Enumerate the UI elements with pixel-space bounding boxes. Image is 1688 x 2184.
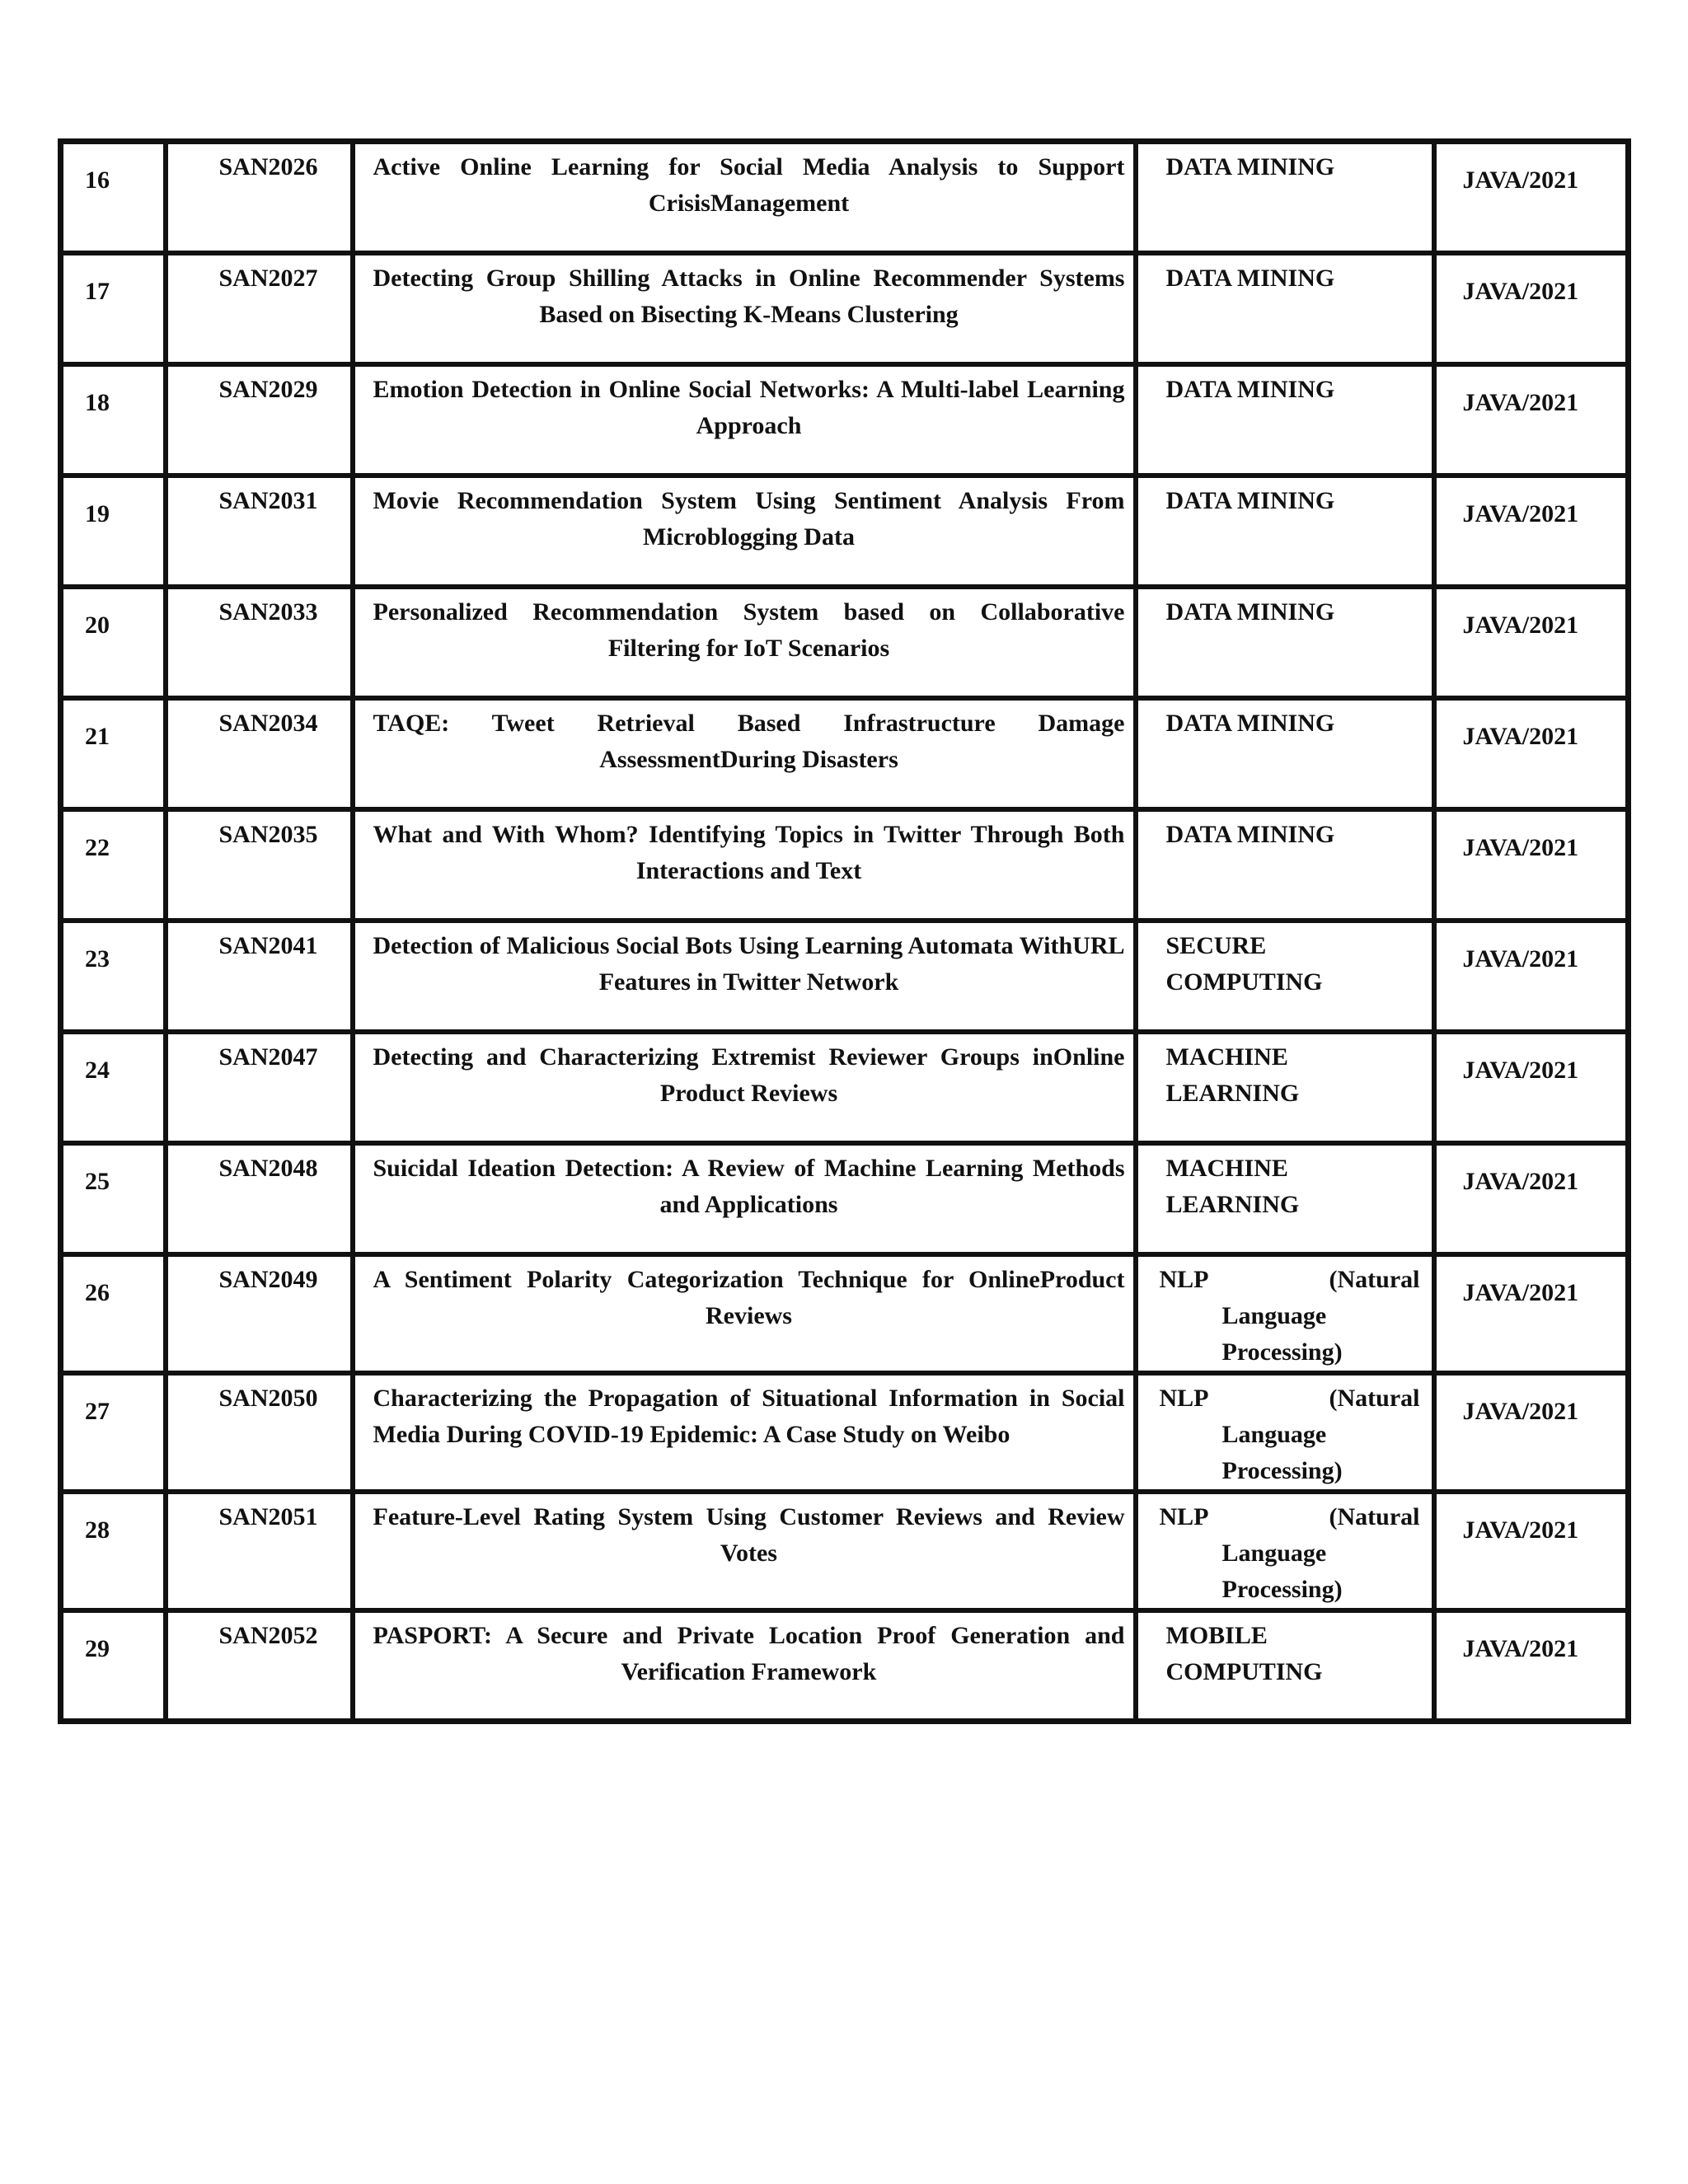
serial-number: 17 xyxy=(61,253,166,364)
project-table xyxy=(58,138,1631,1724)
project-domain: DATA MINING xyxy=(1136,587,1434,698)
language-year: JAVA/2021 xyxy=(1434,1254,1629,1373)
domain-abbrev: NLP xyxy=(1159,1502,1209,1530)
project-title: Feature-Level Rating System Using Customer Reviews and Review Votes xyxy=(353,1492,1136,1610)
project-domain xyxy=(1136,1254,1434,1373)
project-title: Emotion Detection in Online Social Networks: A Multi-label Learning Approach xyxy=(353,364,1136,476)
table-row xyxy=(61,476,1629,587)
serial-number: 24 xyxy=(61,1032,166,1143)
language-year: JAVA/2021 xyxy=(1434,1143,1629,1254)
domain-word: (Natural xyxy=(1329,1265,1420,1293)
project-domain: DATA MINING xyxy=(1136,253,1434,364)
project-domain xyxy=(1136,1373,1434,1492)
project-title: Suicidal Ideation Detection: A Review of Machine Learning Methods and Applications xyxy=(353,1143,1136,1254)
project-domain xyxy=(1136,1492,1434,1610)
table-row xyxy=(61,1254,1629,1373)
serial-number: 19 xyxy=(61,476,166,587)
language-year: JAVA/2021 xyxy=(1434,1032,1629,1143)
project-title: TAQE: Tweet Retrieval Based Infrastructure Damage AssessmentDuring Disasters xyxy=(353,698,1136,809)
domain-line xyxy=(1160,1262,1423,1298)
project-title: Personalized Recommendation System based on Collaborative Filtering for IoT Scenarios xyxy=(353,587,1136,698)
language-year: JAVA/2021 xyxy=(1434,1492,1629,1610)
domain-word: Language xyxy=(1221,1301,1327,1329)
table-row xyxy=(61,921,1629,1032)
table-row xyxy=(61,142,1629,253)
project-code: SAN2041 xyxy=(166,921,353,1032)
project-title: Movie Recommendation System Using Sentiment Analysis From Microblogging Data xyxy=(353,476,1136,587)
serial-number: 23 xyxy=(61,921,166,1032)
language-year: JAVA/2021 xyxy=(1434,1610,1629,1722)
project-domain: MACHINE LEARNING xyxy=(1136,1143,1434,1254)
serial-number: 16 xyxy=(61,142,166,253)
language-year: JAVA/2021 xyxy=(1434,364,1629,476)
project-code: SAN2031 xyxy=(166,476,353,587)
project-code: SAN2033 xyxy=(166,587,353,698)
domain-abbrev: NLP xyxy=(1159,1265,1209,1293)
project-code: SAN2027 xyxy=(166,253,353,364)
table-row xyxy=(61,253,1629,364)
project-code: SAN2035 xyxy=(166,809,353,921)
project-domain: DATA MINING xyxy=(1136,698,1434,809)
domain-word: Language xyxy=(1221,1539,1327,1567)
table-row xyxy=(61,364,1629,476)
project-code: SAN2049 xyxy=(166,1254,353,1373)
language-year: JAVA/2021 xyxy=(1434,476,1629,587)
project-code: SAN2050 xyxy=(166,1373,353,1492)
table-row xyxy=(61,1610,1629,1722)
serial-number: 21 xyxy=(61,698,166,809)
project-title: Detection of Malicious Social Bots Using Learning Automata WithURL Features in Twitter Network xyxy=(353,921,1136,1032)
serial-number: 29 xyxy=(61,1610,166,1722)
language-year: JAVA/2021 xyxy=(1434,253,1629,364)
project-code: SAN2029 xyxy=(166,364,353,476)
project-title: PASPORT: A Secure and Private Location Proof Generation and Verification Framework xyxy=(353,1610,1136,1722)
table-row xyxy=(61,587,1629,698)
project-domain: DATA MINING xyxy=(1136,364,1434,476)
project-code: SAN2052 xyxy=(166,1610,353,1722)
project-title: A Sentiment Polarity Categorization Technique for OnlineProduct Reviews xyxy=(353,1254,1136,1373)
table-row xyxy=(61,698,1629,809)
project-title: Active Online Learning for Social Media Analysis to Support CrisisManagement xyxy=(353,142,1136,253)
serial-number: 26 xyxy=(61,1254,166,1373)
table-row xyxy=(61,1373,1629,1492)
project-title: What and With Whom? Identifying Topics in Twitter Through Both Interactions and Text xyxy=(353,809,1136,921)
project-domain: MACHINE LEARNING xyxy=(1136,1032,1434,1143)
table-row xyxy=(61,809,1629,921)
domain-word: Processing) xyxy=(1221,1338,1343,1366)
project-code: SAN2047 xyxy=(166,1032,353,1143)
project-code: SAN2051 xyxy=(166,1492,353,1610)
project-domain: DATA MINING xyxy=(1136,142,1434,253)
serial-number: 22 xyxy=(61,809,166,921)
project-code: SAN2026 xyxy=(166,142,353,253)
project-title: Detecting Group Shilling Attacks in Online Recommender Systems Based on Bisecting K-Means Clustering xyxy=(353,253,1136,364)
serial-number: 18 xyxy=(61,364,166,476)
serial-number: 27 xyxy=(61,1373,166,1492)
domain-word: Processing) xyxy=(1221,1575,1343,1603)
domain-word: (Natural xyxy=(1329,1502,1420,1530)
language-year: JAVA/2021 xyxy=(1434,142,1629,253)
project-code: SAN2034 xyxy=(166,698,353,809)
table-row xyxy=(61,1143,1629,1254)
domain-line xyxy=(1160,1499,1423,1535)
project-domain: DATA MINING xyxy=(1136,809,1434,921)
language-year: JAVA/2021 xyxy=(1434,698,1629,809)
project-code: SAN2048 xyxy=(166,1143,353,1254)
project-title: Detecting and Characterizing Extremist Reviewer Groups inOnline Product Reviews xyxy=(353,1032,1136,1143)
domain-line xyxy=(1160,1380,1423,1417)
serial-number: 25 xyxy=(61,1143,166,1254)
language-year: JAVA/2021 xyxy=(1434,809,1629,921)
domain-word: Language xyxy=(1221,1420,1327,1448)
project-domain: MOBILE COMPUTING xyxy=(1136,1610,1434,1722)
domain-word: Processing) xyxy=(1221,1456,1343,1484)
project-domain: SECURE COMPUTING xyxy=(1136,921,1434,1032)
serial-number: 28 xyxy=(61,1492,166,1610)
language-year: JAVA/2021 xyxy=(1434,1373,1629,1492)
project-domain: DATA MINING xyxy=(1136,476,1434,587)
table-row xyxy=(61,1492,1629,1610)
domain-word: (Natural xyxy=(1329,1384,1420,1412)
project-title: Characterizing the Propagation of Situational Information in Social Media During COVID-19 Epidemic: A Case Study on Weibo xyxy=(353,1373,1136,1492)
language-year: JAVA/2021 xyxy=(1434,921,1629,1032)
language-year: JAVA/2021 xyxy=(1434,587,1629,698)
domain-abbrev: NLP xyxy=(1159,1384,1209,1412)
table-row xyxy=(61,1032,1629,1143)
serial-number: 20 xyxy=(61,587,166,698)
